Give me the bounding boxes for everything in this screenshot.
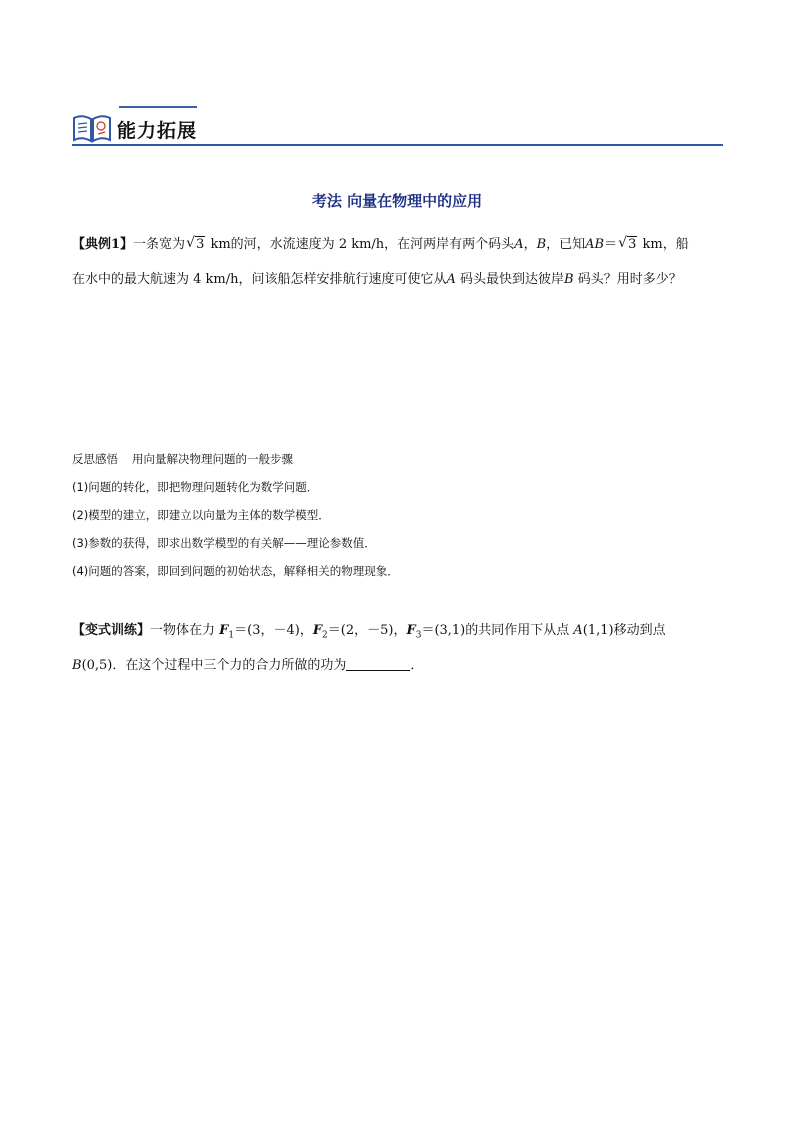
- variant-text: (0,5)．在这个过程中三个力的合力所做的功为: [81, 657, 347, 673]
- force-label: F: [219, 623, 229, 638]
- reflection-step: (1)问题的转化，即把物理问题转化为数学问题．: [72, 480, 319, 494]
- force-label: F: [406, 623, 416, 638]
- open-book-icon: [72, 110, 112, 144]
- variant-exercise: [72, 618, 727, 678]
- reflection-step: (4)问题的答案，即回到问题的初始状态，解释相关的物理现象．: [72, 564, 399, 578]
- example-1: [72, 232, 727, 292]
- variant-line-2: [72, 653, 727, 678]
- variant-text: ＝(2，－5)，: [327, 623, 407, 638]
- sqrt-sign: √: [186, 235, 195, 251]
- point-label: B: [564, 272, 574, 287]
- section-header: [72, 104, 723, 148]
- sqrt-expression: [618, 232, 637, 257]
- sqrt-radicand: 3: [628, 237, 637, 252]
- example-text: ，已知: [546, 237, 586, 252]
- force-label: F: [312, 623, 323, 638]
- point-label: A: [446, 272, 456, 287]
- point-label: A: [573, 623, 583, 638]
- point-label: B: [72, 657, 82, 673]
- variant-text: 一物体在力: [150, 623, 220, 638]
- example-text: ＝: [604, 237, 618, 252]
- force-subscript: 3: [415, 630, 422, 641]
- example-text: 码头最快到达彼岸: [455, 272, 565, 287]
- reflection-title-row: [72, 445, 722, 473]
- sqrt-sign: √: [618, 235, 628, 251]
- header-underline: [72, 144, 723, 146]
- variant-label: 【变式训练】: [72, 623, 151, 638]
- example-text: 码头？用时多少？: [573, 272, 682, 287]
- example-text: 一条宽为: [133, 237, 186, 252]
- variant-text: ．: [410, 657, 424, 673]
- sqrt-radicand: 3: [196, 237, 205, 252]
- answer-blank[interactable]: [346, 656, 410, 671]
- reflection-step: (3)参数的获得，即求出数学模型的有关解——理论参数值．: [72, 536, 376, 550]
- section-title: 考法 向量在物理中的应用: [311, 192, 483, 210]
- force-subscript: 1: [228, 630, 235, 641]
- example-1-line-1: [72, 232, 727, 257]
- example-label: 【典例1】: [72, 237, 134, 252]
- sqrt-expression: [186, 232, 205, 257]
- reflection-title: 反思感悟: [72, 452, 118, 466]
- example-1-line-2: [72, 267, 727, 292]
- header-title: 能力拓展: [117, 120, 198, 142]
- variant-text: (1,1)移动到点: [582, 623, 666, 638]
- header-topline: [119, 106, 197, 108]
- example-text: km，船: [638, 237, 689, 252]
- point-label: A: [514, 237, 524, 252]
- variant-text: ＝(3,1)的共同作用下从点: [421, 623, 574, 638]
- example-text: ，: [523, 237, 537, 252]
- example-text: 在水中的最大航速为 4 km/h，问该船怎样安排航行速度可使它从: [72, 272, 447, 287]
- point-label: B: [536, 237, 547, 252]
- variant-text: ＝(3，－4)，: [234, 623, 313, 638]
- reflection-box: [72, 445, 722, 585]
- reflection-step: (2)模型的建立，即建立以向量为主体的数学模型．: [72, 508, 330, 522]
- variant-line-1: [72, 618, 727, 649]
- force-subscript: 2: [322, 630, 328, 641]
- reflection-subtitle: 用向量解决物理问题的一般步骤: [132, 452, 293, 466]
- segment-label: AB: [585, 237, 605, 252]
- example-text: km的河，水流速度为 2 km/h，在河两岸有两个码头: [206, 237, 515, 252]
